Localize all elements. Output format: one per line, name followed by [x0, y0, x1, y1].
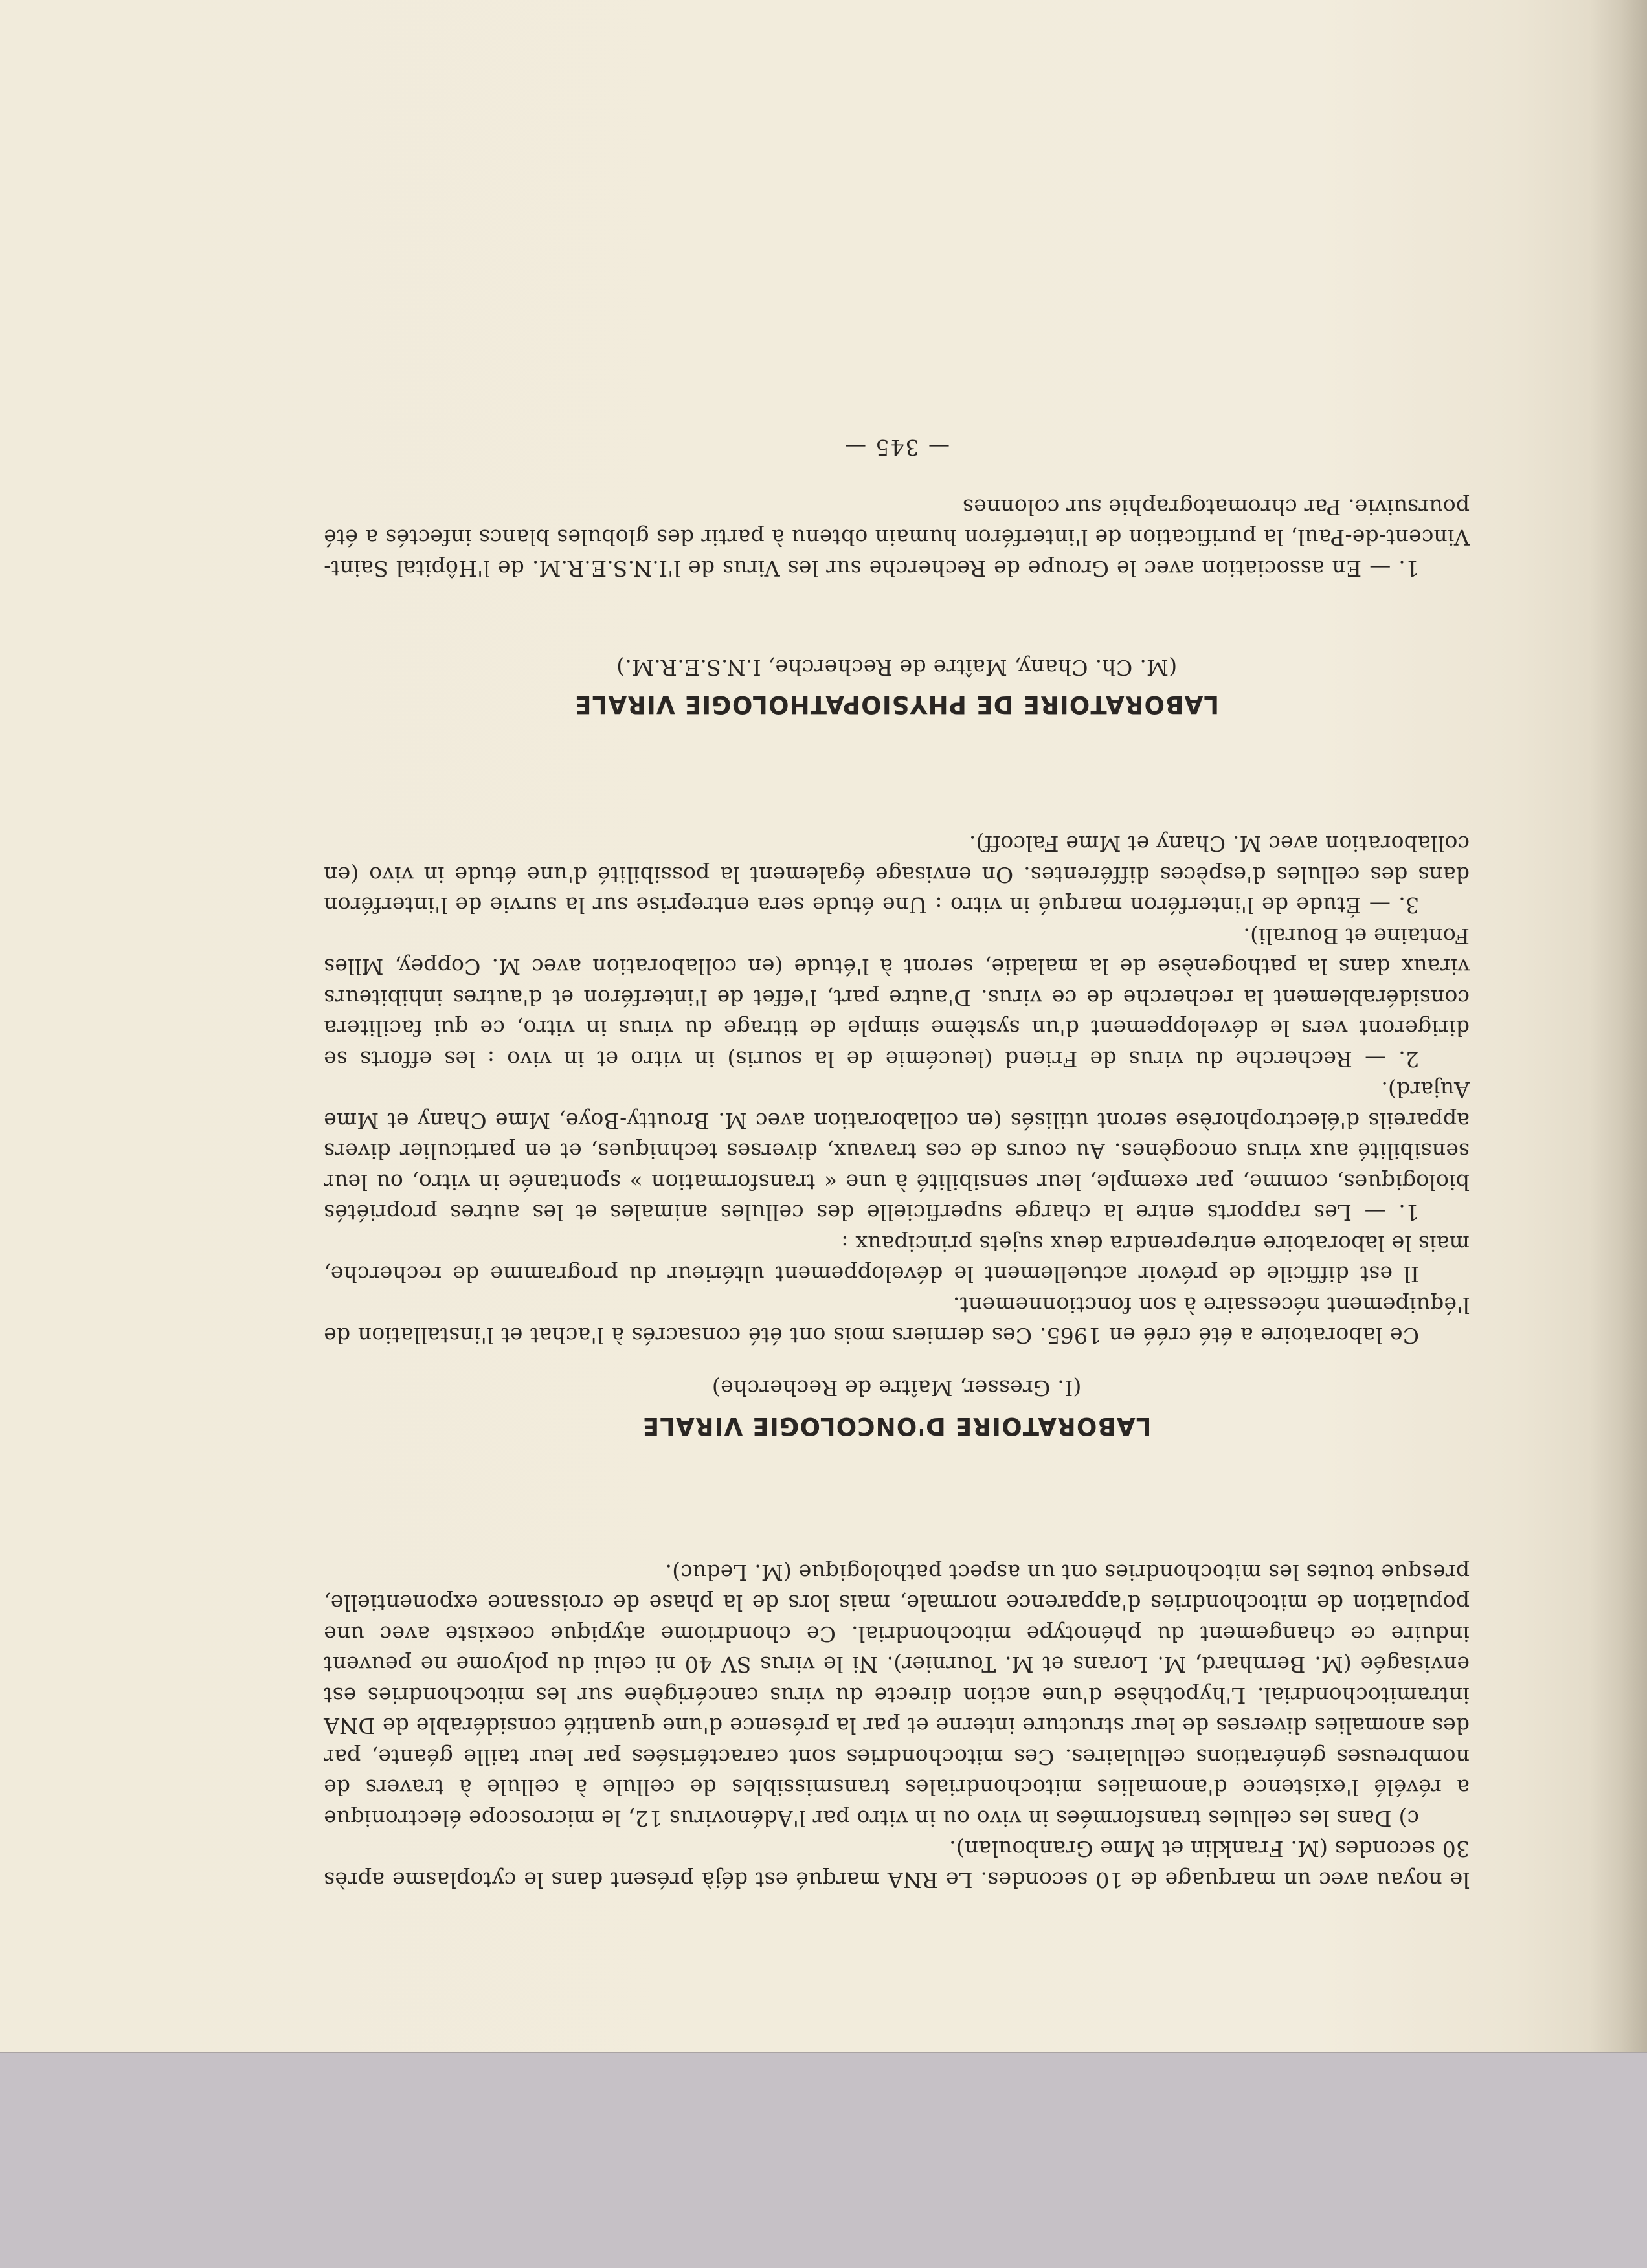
lab-oncologie-director: (I. Gresser, Maître de Recherche) — [711, 1375, 1082, 1401]
upside-down-text-block — [324, 184, 1470, 1899]
lab-oncologie-title: LABORATOIRE D'ONCOLOGIE VIRALE — [642, 1412, 1152, 1441]
lab-physiopathologie-paragraph: 1. — En association avec le Groupe de Recherche sur les Virus de l'I.N.S.E.R.M. de l'Hôpital Saint-Vincent-de-Paul, la purification de l'interféron humain obtenu à partir des globules blancs infectés a été poursuivie. Par chromatographie sur colonnes — [324, 495, 1470, 581]
lab-oncologie-paragraph: 1. — Les rapports entre la charge superficielle des cellules animales et les autres propriétés biologiques, comme, par exemple, leur sensibilité à une « transformation » spontanée in vitro, ou leur sensibilité aux virus oncogènes. Au cours de ces travaux, diverses techniques, et en particulier divers appareils d'électrophorèse seront utilisés (en collaboration avec M. Broutty-Boye, Mme Chany et Mme Aujard). — [324, 1077, 1470, 1226]
lab-oncologie-paragraph: 3. — Étude de l'interféron marqué in vitro : Une étude sera entreprise sur la survie de l'interféron dans des cellules d'espèces différentes. On envisage également la possibilité d'une étude in vivo (en collaboration avec M. Chany et Mme Falcoff). — [324, 831, 1470, 918]
lab-oncologie-paragraph: Il est difficile de prévoir actuellement le développement ultérieur du programme de recherche, mais le laboratoire entreprendra deux sujets principaux : — [324, 1231, 1470, 1287]
lab-physiopathologie-director: (M. Ch. Chany, Maître de Recherche, I.N.S.E.R.M.) — [616, 655, 1178, 680]
page-number: — 345 — — [844, 435, 950, 461]
lab-physiopathologie-title: LABORATOIRE DE PHYSIOPATHOLOGIE VIRALE — [574, 691, 1219, 718]
paragraph-adenovirus: c) Dans les cellules transformées in vivo ou in vitro par l'Adénovirus 12, le microscope électronique a révélé l'existence d'anomalies mitochondriales transmissibles de cellule à cellule à travers de nombreuses générations cellulaires. Ces mitochondries sont caractérisées par leur taille géante, par des anomalies diverses de leur structure interne et par la présence d'une quantité considérable de DNA intramitochondrial. L'hypothèse d'une action directe du virus cancérigène sur les mitochondries est envisagée (M. Bernhard, M. Lorans et M. Tournier). Ni le virus SV 40 ni celui du polyome ne peuvent induire ce changement du phénotype mitochondrial. Ce chondriome atypique coexiste avec une population de mitochondries d'apparence normale, mais lors de la phase de croissance exponentielle, presque toutes les mitochondries ont un aspect pathologique (M. Leduc). — [324, 1560, 1470, 1831]
page-binding-shadow — [1589, 0, 1647, 2052]
paragraph-continuation: le noyau avec un marquage de 10 secondes. Le RNA marqué est déjà présent dans le cytoplasme après 30 secondes (M. Franklin et Mme Granboulan). — [324, 1836, 1470, 1893]
lab-oncologie-paragraph: Ce laboratoire a été créé en 1965. Ces derniers mois ont été consacrés à l'achat et l'installation de l'équipement nécessaire à son fonctionnement. — [324, 1293, 1470, 1349]
lab-oncologie-paragraph: 2. — Recherche du virus de Friend (leucémie de la souris) in vitro et in vivo : les efforts se dirigeront vers le développement d'un système simple de titrage du virus in vitro, ce qui facilitera considérablement la recherche de ce virus. D'autre part, l'effet de l'interféron et d'autres inhibiteurs viraux dans la pathogenèse de la maladie, seront à l'étude (en collaboration avec M. Coppey, Mlles Fontaine et Bourali). — [324, 924, 1470, 1072]
